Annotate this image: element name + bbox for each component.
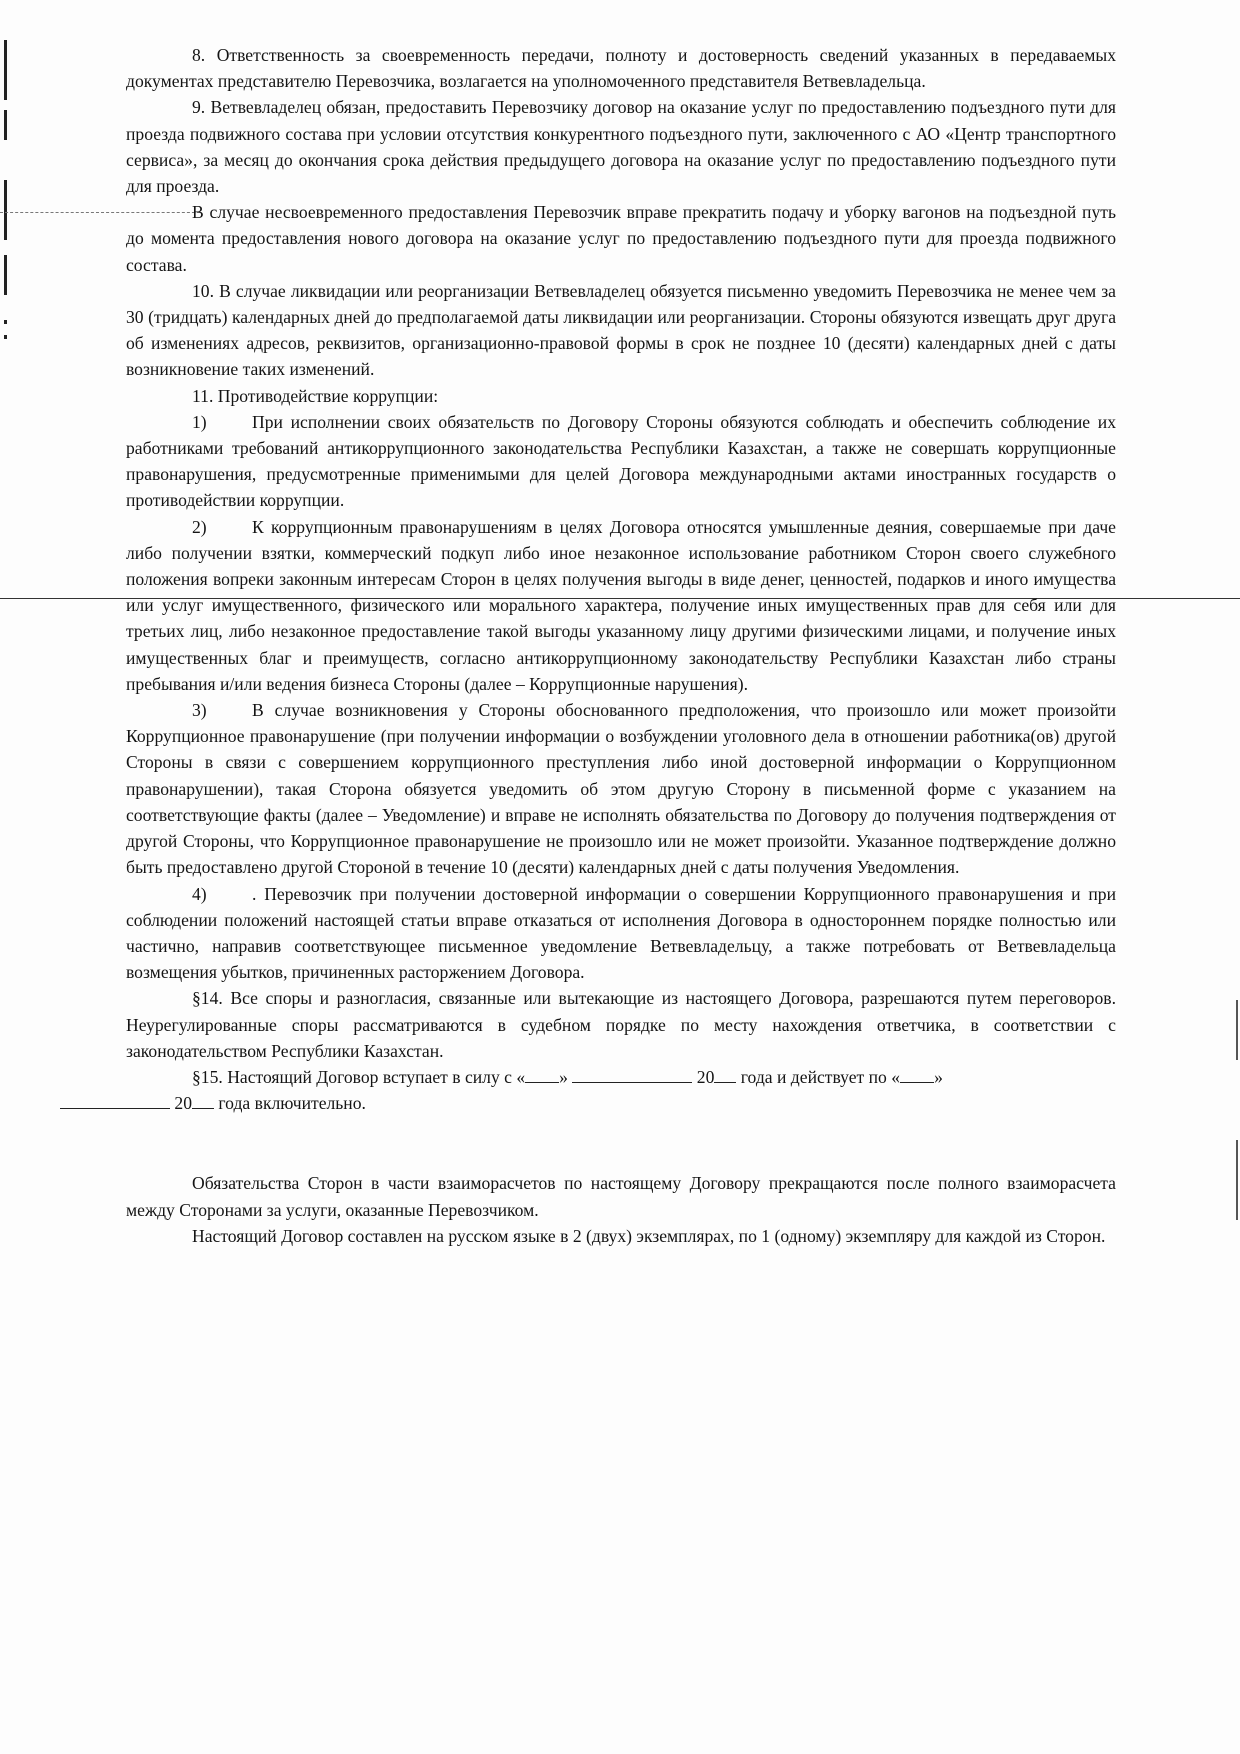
blank-month-end bbox=[60, 1090, 170, 1109]
paragraph-copies: Настоящий Договор составлен на русском языке в 2 (двух) экземплярах, по 1 (одному) экземпляру для каждой из Сторон. bbox=[192, 1225, 1106, 1246]
item-number: 3) bbox=[192, 700, 207, 721]
blank-year-start bbox=[714, 1064, 736, 1083]
document-body bbox=[126, 42, 1116, 1249]
paragraph-9-continuation: В случае несвоевременного предоставления Перевозчик вправе прекратить подачу и уборку вагонов на подъездной путь до момента предоставления нового договора на оказание услуг по предоставлению подъездного пути для проезда подвижного состава. bbox=[126, 202, 1116, 275]
paragraph-9: 9. Ветвевладелец обязан, предоставить Перевозчику договор на оказание услуг по предоставлению подъездного пути для проезда подвижного состава при условии отсутствия конкурентного подъездного пути, заключенного с АО «Центр транспортного сервиса», за месяц до окончания срока действия предыдущего договора на оказание услуг по предоставлению подъездного пути для проезда. bbox=[126, 97, 1116, 197]
blank-day-end bbox=[900, 1064, 934, 1083]
scan-margin-marks bbox=[2, 30, 12, 350]
paragraph-11-item-3 bbox=[126, 697, 1116, 880]
item-text: При исполнении своих обязательств по Договору Стороны обязуются соблюдать и обеспечить соблюдение их работниками требований антикоррупционного законодательства Республики Казахстан, а также не совершать коррупционные правонарушения, предусмотренные применимыми для целей Договора международными актами иностранных государств о противодействии коррупции. bbox=[126, 411, 1116, 511]
paragraph-11-heading: 11. Противодействие коррупции: bbox=[192, 385, 439, 406]
paragraph-11-item-1 bbox=[126, 409, 1116, 514]
blank-day-start bbox=[525, 1064, 559, 1083]
paragraph-settlements: Обязательства Сторон в части взаиморасчетов по настоящему Договору прекращаются после полного взаиморасчета между Сторонами за услуги, оказанные Перевозчиком. bbox=[126, 1173, 1116, 1220]
blank-month-start bbox=[572, 1064, 692, 1083]
item-text: К коррупционным правонарушениям в целях Договора относятся умышленные деяния, совершаемые при даче либо получении взятки, коммерческий подкуп либо иное незаконное использование работником Сторон своего служебного положения вопреки законным интересам Сторон в целях получения выгоды в виде денег, ценностей, подарков и иного имущества или услуг имущественного, физического или морального характера, получение иных имущественных прав для себя или для третьих лиц, либо незаконное предоставление такой выгоды указанному лицу другими физическими лицами, и получение иных имущественных благ и преимуществ, согласно антикоррупционному законодательству Республики Казахстан либо страны пребывания и/или ведения бизнеса Стороны (далее – Коррупционные нарушения). bbox=[126, 516, 1116, 694]
item-text: В случае возникновения у Стороны обоснованного предположения, что произошло или может произойти Коррупционное правонарушение (при получении информации о возбуждении уголовного дела в отношении работника(ов) другой Стороны в связи с совершением коррупционного преступления либо иной достоверной информации о Коррупционном правонарушении), такая Сторона обязуется уведомить об этом другую Сторону в письменной форме с указанием на соответствующие факты (далее – Уведомление) и вправе не исполнять обязательства по Договору до получения подтверждения от другой Стороны, что Коррупционное правонарушение не произошло или не может произойти. Указанное подтверждение должно быть предоставлено другой Стороной в течение 10 (десяти) календарных дней с даты получения Уведомления. bbox=[126, 700, 1116, 878]
paragraph-11-item-4 bbox=[126, 881, 1116, 986]
paragraph-11-item-2 bbox=[126, 514, 1116, 697]
item-number: 2) bbox=[192, 516, 207, 537]
blank-year-end bbox=[192, 1090, 214, 1109]
paragraph-10: 10. В случае ликвидации или реорганизации Ветвевладелец обязуется письменно уведомить Перевозчика не менее чем за 30 (тридцать) календарных дней до предполагаемой даты ликвидации или реорганизации. Стороны обязуются извещать друг друга об изменениях адресов, реквизитов, организационно-правовой формы в срок не позднее 10 (десяти) календарных дней с даты возникновение таких изменений. bbox=[126, 280, 1116, 380]
paragraph-8: 8. Ответственность за своевременность передачи, полноту и достоверность сведений указанных в передаваемых документах представителю Перевозчика, возлагается на уполномоченного представителя Ветвевладельца. bbox=[126, 45, 1116, 92]
item-text: . Перевозчик при получении достоверной информации о совершении Коррупционного правонарушения и при соблюдении положений настоящей статьи вправе отказаться от исполнения Договора в одностороннем порядке полностью или частично, направив соответствующее письменное уведомление Ветвевладельцу, а также потребовать от Ветвевладельца возмещения убытков, причиненных расторжением Договора. bbox=[126, 883, 1116, 983]
item-number: 4) bbox=[192, 883, 207, 904]
scan-right-marks bbox=[1234, 1000, 1238, 1300]
paragraph-14: §14. Все споры и разногласия, связанные или вытекающие из настоящего Договора, разрешаются путем переговоров. Неурегулированные споры рассматриваются в судебном порядке по месту нахождения ответчика, в соответствии с законодательством Республики Казахстан. bbox=[126, 988, 1116, 1061]
item-number: 1) bbox=[192, 411, 207, 432]
paragraph-15: §15. Настоящий Договор вступает в силу с « » 20 года и действует по « » 20 года включительно. bbox=[126, 1064, 1116, 1116]
